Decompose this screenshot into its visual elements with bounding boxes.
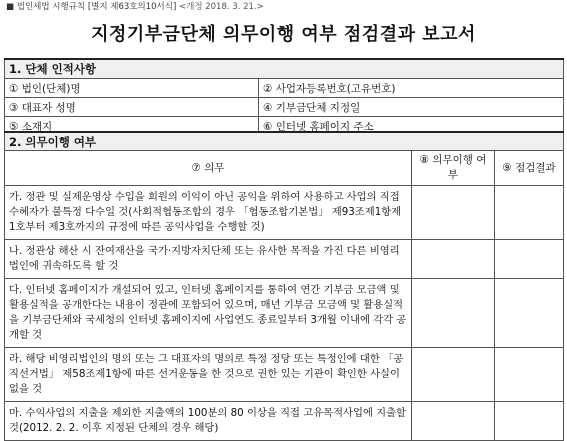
compliance-cell[interactable] xyxy=(412,186,495,240)
obligation-item-ra: 라. 해당 비영리법인의 명의 또는 그 대표자의 명의로 특정 정당 또는 특정인에 대한 「공직선거법」 제58조제1항에 따른 선거운동을 한 것으로 권한 있는 기관이 확인한 사실이 없을 것 xyxy=(5,348,412,402)
page-title: 지정기부금단체 의무이행 여부 점검결과 보고서 xyxy=(91,24,476,45)
result-cell[interactable] xyxy=(495,240,564,279)
form-number: ■ 법인세법 시행규칙 [별지 제63호의10서식] xyxy=(6,2,177,12)
revision-date: <개정 2018. 3. 21.> xyxy=(178,2,264,12)
result-cell[interactable] xyxy=(495,348,564,402)
compliance-cell[interactable] xyxy=(412,240,495,279)
compliance-cell[interactable] xyxy=(412,348,495,402)
corp-name-field[interactable]: ① 법인(단체)명 xyxy=(5,79,259,98)
compliance-cell[interactable] xyxy=(412,402,495,441)
result-cell[interactable] xyxy=(495,186,564,240)
col-header-obligation: ⑦ 의무 xyxy=(5,151,412,186)
compliance-cell[interactable] xyxy=(412,279,495,348)
obligation-item-ga: 가. 정관 및 실제운영상 수입을 회원의 이익이 아닌 공익을 위하여 사용하고 사업의 직접 수혜자가 불특정 다수일 것(사회적협동조합의 경우 「협동조합기본법」 제93조제1항제1호부터 제3호까지의 규정에 따른 공익사업을 수행할 것) xyxy=(5,186,412,240)
business-reg-number-field[interactable]: ② 사업자등록번호(고유번호) xyxy=(259,79,564,98)
obligation-item-ma: 마. 수익사업의 지출을 제외한 지출액의 100분의 80 이상을 직접 고유목적사업에 지출할 것(2012. 2. 2. 이후 지정된 단체의 경우 해당) xyxy=(5,402,412,441)
designation-date-field[interactable]: ④ 기부금단체 지정일 xyxy=(259,98,564,117)
obligation-item-da: 다. 인터넷 홈페이지가 개설되어 있고, 인터넷 홈페이지를 통하여 연간 기부금 모금액 및 활용실적을 공개한다는 내용이 정관에 포함되어 있으며, 매년 기부금 모금액 및 활용실적을 기부금단체와 국세청의 인터넷 홈페이지에 사업연도 종료일부터 3개월 이내에 각각 공개할 것 xyxy=(5,279,412,348)
obligation-check-table xyxy=(4,131,564,441)
result-cell[interactable] xyxy=(495,402,564,441)
homepage-url-field[interactable]: ⑥ 인터넷 홈페이지 주소 xyxy=(259,117,564,136)
col-header-result: ⑨ 점검결과 xyxy=(495,151,564,186)
form-reference xyxy=(6,0,264,12)
col-header-compliance: ⑧ 의무이행 여부 xyxy=(412,151,495,186)
address-field[interactable]: ⑤ 소재지 xyxy=(5,117,259,136)
section-1-heading: 1. 단체 인적사항 xyxy=(5,59,564,79)
section-2-heading: 2. 의무이행 여부 xyxy=(5,132,564,151)
result-cell[interactable] xyxy=(495,279,564,348)
obligation-item-na: 나. 정관상 해산 시 잔여재산을 국가·지방자치단체 또는 유사한 목적을 가진 다른 비영리법인에 귀속하도록 할 것 xyxy=(5,240,412,279)
representative-name-field[interactable]: ③ 대표자 성명 xyxy=(5,98,259,117)
applicant-info-table xyxy=(4,58,564,136)
